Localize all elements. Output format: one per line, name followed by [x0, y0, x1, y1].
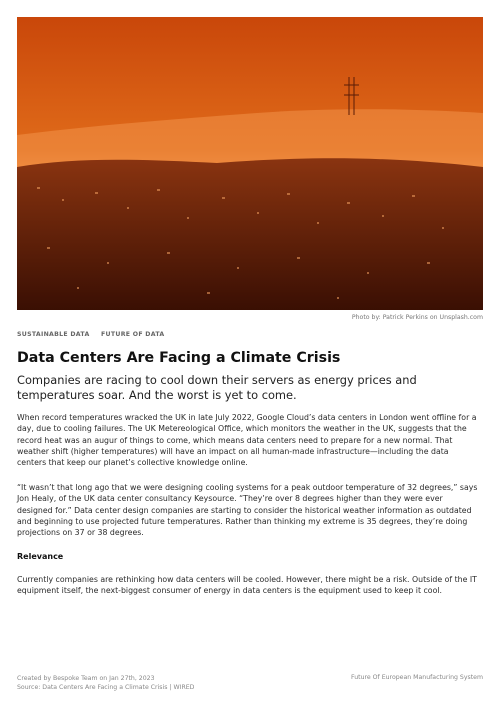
tag-sustainable-data[interactable]: SUSTAINABLE DATA [17, 331, 90, 338]
photo-credit: Photo by: Patrick Perkins on Unsplash.com [351, 314, 483, 321]
section-heading-relevance: Relevance [17, 552, 64, 561]
orange-sky-city-image [17, 17, 483, 310]
footer-meta [17, 674, 194, 692]
tag-list [17, 331, 173, 338]
article-title: Data Centers Are Facing a Climate Crisis [17, 350, 341, 366]
paragraph-quote: “It wasn’t that long ago that we were designing cooling systems for a peak outdoor temperature of 32 degrees,” says Jon Healy, of the UK data center consultancy Keysource. “They’re over 8 degrees higher than they were ever designed for.” Data center design companies are starting to consider the historical weather information as outdated and beginning to use projected future temperatures. Rather than thinking my extreme is 35 degrees, they’re doing projections on 37 or 38 degrees. [17, 483, 478, 538]
hero-photo [17, 17, 483, 310]
paragraph-intro: When record temperatures wracked the UK in late July 2022, Google Cloud’s data centers in London went offline for a day, due to cooling failures. The UK Metereological Office, which monitors the weather in the UK, suggests that the record heat was an augur of things to come, which means data centers need to prepare for a new normal. That weather shift (higher temperatures) will have an impact on all human-made infrastructure—including the data centers that keep our planet’s collective knowledge online. [17, 413, 477, 468]
footer-publisher: Future Of European Manufacturing System [351, 674, 483, 681]
footer-source[interactable]: Source: Data Centers Are Facing a Climate Crisis | WIRED [17, 684, 195, 692]
paragraph-relevance: Currently companies are rethinking how data centers will be cooled. However, there might be a risk. Outside of the IT equipment itself, the next-biggest consumer of energy in data centers is the equipment used to keep it cool. [17, 575, 477, 596]
footer-created-by: Created by Bespoke Team on Jan 27th, 2023 [17, 675, 155, 682]
tag-future-of-data[interactable]: FUTURE OF DATA [101, 331, 165, 338]
article-subtitle: Companies are racing to cool down their servers as energy prices and temperatures soar. And the worst is yet to come. [17, 373, 417, 402]
